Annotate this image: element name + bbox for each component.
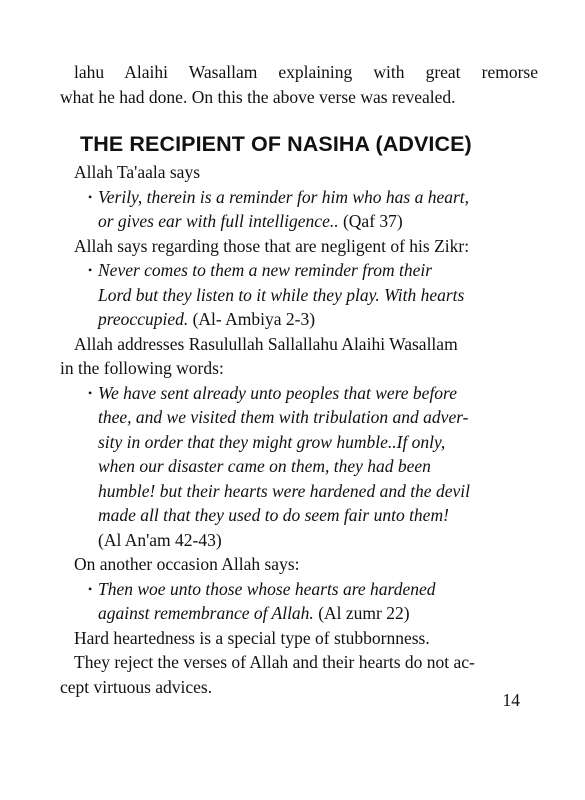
quote-anam-line-4: when our disaster came on them, they had been	[98, 456, 431, 476]
section-body	[60, 160, 538, 699]
bullet-icon: •	[88, 263, 93, 277]
paragraph-reject-line-2: cept virtuous advices.	[60, 676, 213, 697]
quote-anam-line-5: humble! but their hearts were hardened and the devil	[98, 480, 470, 501]
bullet-icon: •	[88, 189, 93, 204]
paragraph-negligent: Allah says regarding those that are negligent of his Zikr:	[74, 235, 470, 256]
reference-ambiya: (Al- Ambiya 2-3)	[188, 309, 316, 329]
reference-anam: (Al An'am 42-43)	[98, 529, 222, 550]
reference-qaf: (Qaf 37)	[338, 211, 403, 231]
quote-anam-line-6: made all that they used to do seem fair unto them!	[98, 505, 449, 525]
quote-zumr-line-2: against remembrance of Allah. (Al zumr 22)	[98, 603, 410, 623]
paragraph-addresses-line-2: in the following words:	[60, 358, 224, 378]
page-number: 14	[502, 690, 520, 710]
paragraph-hard-heartedness: Hard heartedness is a special type of stubbornness.	[74, 627, 430, 648]
intro-paragraph	[60, 60, 538, 109]
quote-qaf-line-1: • Verily, therein is a reminder for him who has a heart,	[60, 185, 538, 210]
paragraph-another-occasion: On another occasion Allah says:	[74, 554, 300, 574]
paragraph-addresses-line-1: Allah addresses Rasulullah Sallallahu Alaihi Wasallam	[74, 333, 458, 354]
bullet-icon: •	[88, 581, 93, 596]
section-heading: THE RECIPIENT OF NASIHA (ADVICE)	[80, 132, 472, 156]
intro-line-1: lahu Alaihi Wasallam explaining with great remorse	[74, 62, 538, 82]
quote-zumr-line-1: • Then woe unto those whose hearts are hardened	[60, 577, 538, 602]
quote-anam-line-1: • We have sent already unto peoples that were before	[60, 381, 538, 406]
quote-ambiya-line-2: Lord but they listen to it while they play. With hearts	[98, 284, 465, 305]
quote-qaf-line-2: or gives ear with full intelligence.. (Qaf 37)	[98, 211, 403, 231]
paragraph-allah-says: Allah Ta'aala says	[74, 162, 201, 182]
quote-ambiya-line-3: preoccupied. (Al- Ambiya 2-3)	[98, 309, 316, 329]
paragraph-reject-line-1: They reject the verses of Allah and their hearts do not ac-	[74, 652, 475, 672]
bullet-icon: •	[88, 385, 93, 400]
quote-anam-line-3: sity in order that they might grow humble..If only,	[98, 431, 446, 452]
intro-line-2: what he had done. On this the above verse was revealed.	[60, 86, 456, 107]
quote-anam-line-2: thee, and we visited them with tribulation and adver-	[98, 407, 469, 427]
reference-zumr: (Al zumr 22)	[313, 603, 410, 623]
quote-ambiya-line-1: • Never comes to them a new reminder from their	[60, 258, 538, 283]
